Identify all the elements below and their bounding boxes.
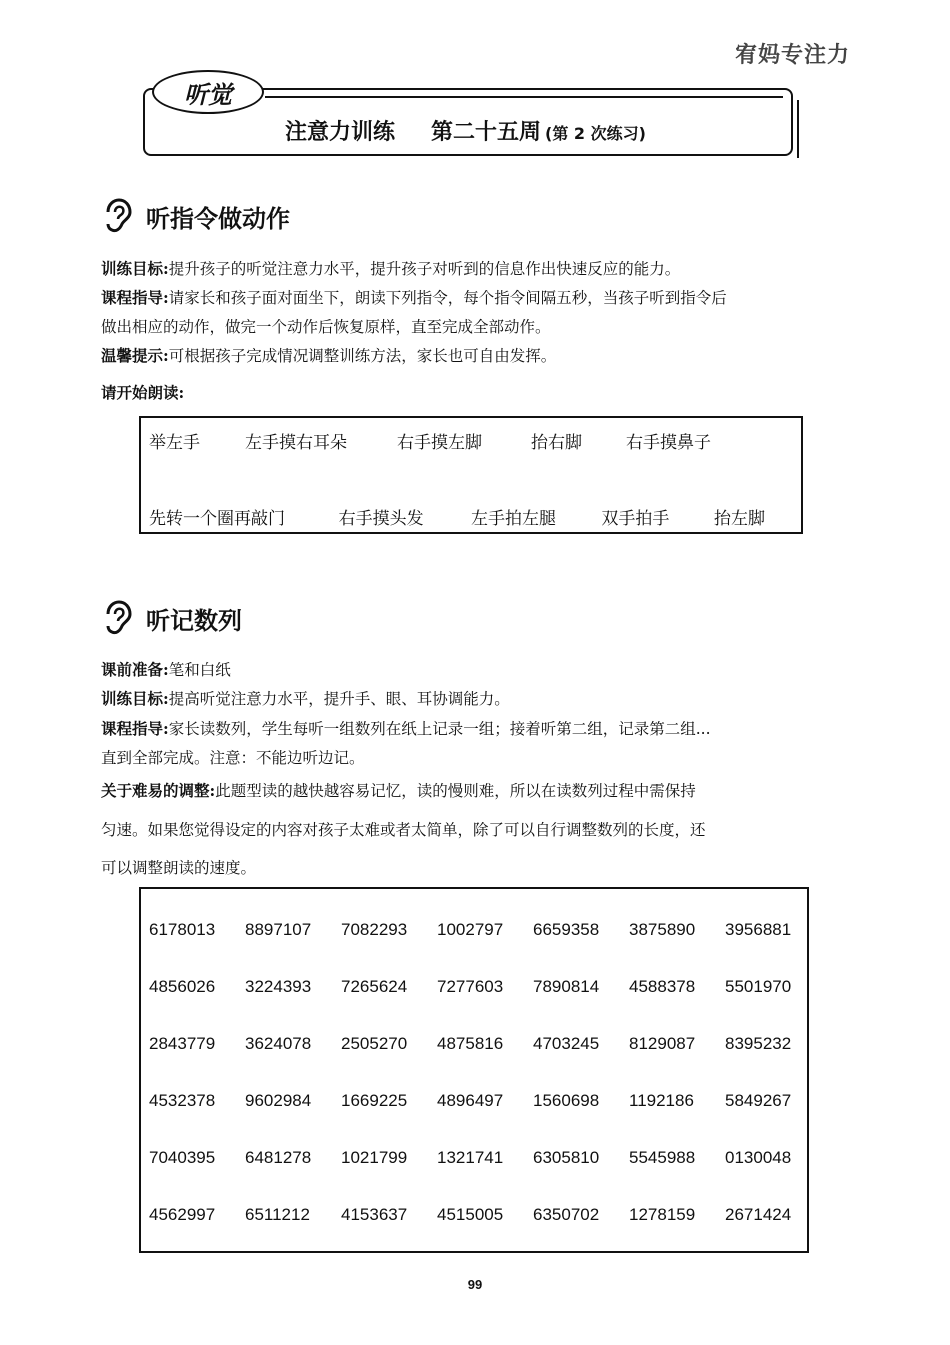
section1-guide-2: 做出相应的动作，做完一个动作后恢复原样，直至完成全部动作。 [101, 318, 551, 336]
number-cell: 1002797 [437, 919, 504, 939]
tip-label: 温馨提示: [101, 346, 169, 365]
number-cell: 8897107 [245, 919, 312, 939]
number-cell: 4896497 [437, 1090, 504, 1110]
commands-row-1 [149, 428, 793, 453]
command-item: 双手拍手 [601, 509, 670, 529]
guide-label: 课程指导: [101, 288, 169, 307]
number-cell: 1560698 [533, 1090, 600, 1110]
brand-title: 宥妈专注力 [734, 43, 850, 68]
number-cell: 1192186 [629, 1090, 694, 1110]
number-cell: 3956881 [725, 919, 792, 939]
number-cell: 7890814 [533, 976, 600, 996]
guide-text: 家长读数列，学生每听一组数列在纸上记录一组；接着听第二组，记录第二组... [168, 720, 711, 738]
number-row [149, 958, 821, 1015]
number-cell: 2843779 [149, 1033, 216, 1053]
number-cell: 0130048 [725, 1147, 792, 1167]
number-cell: 4532378 [149, 1090, 216, 1110]
number-cell: 3224393 [245, 976, 312, 996]
number-cell: 2505270 [341, 1033, 408, 1053]
number-cell: 6659358 [533, 919, 600, 939]
adjust-label: 关于难易的调整: [101, 781, 216, 800]
number-cell: 2671424 [725, 1204, 792, 1224]
section2-adjust-1 [101, 776, 851, 806]
goal-text: 提升孩子的听觉注意力水平，提升孩子对听到的信息作出快速反应的能力。 [168, 260, 681, 278]
prep-label: 课前准备: [101, 660, 169, 679]
number-cell: 1321741 [437, 1147, 504, 1167]
command-item: 抬左脚 [713, 509, 765, 529]
section2-adjust-3: 可以调整朗读的速度。 [101, 859, 257, 877]
category-badge: 听觉 [152, 70, 264, 114]
number-cell: 5545988 [629, 1147, 696, 1167]
section2-goal [101, 684, 851, 714]
section1-heading [102, 198, 290, 234]
section2-adjust-2: 匀速。如果您觉得设定的内容对孩子太难或者太简单，除了可以自行调整数列的长度，还 [101, 821, 706, 839]
section2-title: 听记数列 [146, 606, 242, 635]
section1-title: 听指令做动作 [146, 204, 290, 233]
adjust-text: 此题型读的越快越容易记忆，读的慢则难，所以在读数列过程中需保持 [215, 782, 696, 800]
numbers-box [139, 887, 809, 1253]
section2-guide-2: 直到全部完成。注意：不能边听边记。 [101, 749, 365, 767]
ear-icon [102, 600, 132, 636]
start-reading: 请开始朗读: [101, 383, 185, 402]
practice-note: (第 2 次练习) [545, 124, 646, 143]
section1-tip [101, 341, 851, 371]
number-cell: 1669225 [341, 1090, 408, 1110]
ear-icon [102, 198, 132, 234]
number-row [149, 1015, 821, 1072]
number-cell: 4588378 [629, 976, 696, 996]
command-item: 抬右脚 [531, 433, 582, 453]
guide-label: 课程指导: [101, 719, 169, 738]
number-cell: 5849267 [725, 1090, 792, 1110]
command-item: 先转一个圈再敲门 [149, 509, 285, 529]
section2-guide-1 [101, 714, 851, 744]
number-cell: 7082293 [341, 919, 408, 939]
number-cell: 7277603 [437, 976, 504, 996]
command-item: 左手摸右耳朵 [245, 433, 347, 453]
number-cell: 4875816 [437, 1033, 504, 1053]
number-cell: 7040395 [149, 1147, 216, 1167]
section2-prep [101, 655, 851, 685]
number-cell: 3875890 [629, 919, 696, 939]
goal-text: 提高听觉注意力水平，提升手、眼、耳协调能力。 [168, 690, 510, 708]
tip-text: 可根据孩子完成情况调整训练方法，家长也可自由发挥。 [168, 347, 557, 365]
number-cell: 4856026 [149, 976, 216, 996]
command-item: 右手摸头发 [338, 509, 424, 529]
number-row [149, 1072, 821, 1129]
week-text: 第二十五周 [431, 120, 542, 145]
commands-row-2 [149, 504, 793, 529]
number-cell: 4153637 [341, 1204, 408, 1224]
number-cell: 9602984 [245, 1090, 312, 1110]
number-cell: 8129087 [629, 1033, 696, 1053]
section1-guide-1 [101, 283, 851, 313]
commands-box [139, 416, 803, 534]
number-cell: 8395232 [725, 1033, 792, 1053]
number-row [149, 1186, 821, 1243]
number-row [149, 1129, 821, 1186]
number-cell: 6350702 [533, 1204, 600, 1224]
number-cell: 1278159 [629, 1204, 696, 1224]
number-cell: 5501970 [725, 976, 792, 996]
number-cell: 7265624 [341, 976, 408, 996]
guide-text: 请家长和孩子面对面坐下，朗读下列指令，每个指令间隔五秒，当孩子听到指令后 [168, 289, 727, 307]
goal-label: 训练目标: [101, 259, 169, 278]
command-item: 右手摸左脚 [397, 433, 482, 453]
command-item: 举左手 [149, 433, 200, 453]
number-cell: 3624078 [245, 1033, 312, 1053]
number-cell: 4703245 [533, 1033, 600, 1053]
number-cell: 1021799 [341, 1147, 408, 1167]
goal-label: 训练目标: [101, 689, 169, 708]
page-title [285, 115, 646, 146]
number-row [149, 901, 821, 958]
section1-goal [101, 254, 851, 284]
prep-text: 笔和白纸 [168, 661, 231, 679]
number-cell: 6481278 [245, 1147, 312, 1167]
number-cell: 4515005 [437, 1204, 504, 1224]
page-number: 99 [467, 1277, 483, 1292]
number-cell: 4562997 [149, 1204, 216, 1224]
number-cell: 6178013 [149, 919, 216, 939]
command-item: 右手摸鼻子 [626, 433, 711, 453]
numbers-grid [149, 901, 821, 1243]
number-cell: 6305810 [533, 1147, 600, 1167]
section2-heading [102, 600, 242, 636]
command-item: 左手拍左腿 [471, 509, 556, 529]
title-text: 注意力训练 [285, 120, 396, 145]
number-cell: 6511212 [245, 1204, 310, 1224]
